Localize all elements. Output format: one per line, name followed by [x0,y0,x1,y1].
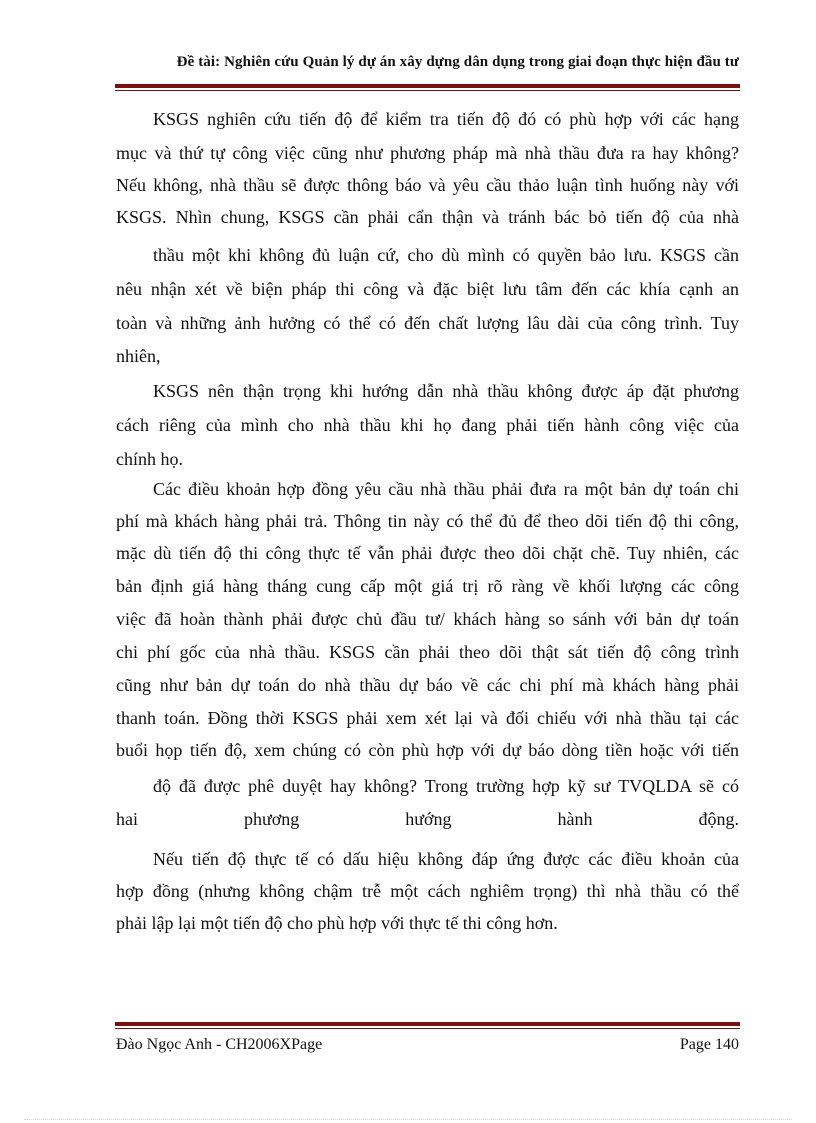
text-line: Các điều khoản hợp đồng yêu cầu nhà thầu phải đưa ra một bản dự toán chi [153,479,739,499]
text-line: KSGS. Nhìn chung, KSGS cần phải cẩn thận và tránh bác bỏ tiến độ của nhà [116,207,739,227]
text-line: mặc dù tiến độ thi công thực tế vẫn phải được theo dõi chặt chẽ. Tuy nhiên, các [116,543,739,563]
text-line: thanh toán. Đồng thời KSGS phải xem xét lại và đối chiếu với nhà thầu tại các [116,708,739,728]
text-line: cũng như bản dự toán do nhà thầu dự báo về các chi phí mà khách hàng phải [116,675,739,695]
text-line: toàn và những ảnh hưởng có thể có đến chất lượng lâu dài của công trình. Tuy [116,313,739,333]
page-number: Page 140 [679,1036,739,1053]
text-line: bản định giá hàng tháng cung cấp một giá trị rõ ràng về khối lượng các công [116,576,739,596]
text-line: phải lập lại một tiến độ cho phù hợp với thực tế thi công hơn. [116,913,558,933]
footer-author: Đào Ngọc Anh - CH2006XPage [116,1036,323,1053]
text-line: phí mà khách hàng phải trả. Thông tin này có thể đủ để theo dõi tiến độ thi công, [116,511,739,531]
text-line: việc đã hoàn thành phải được chủ đầu tư/ khách hàng so sánh với bản dự toán [116,609,739,629]
text-line: Nếu không, nhà thầu sẽ được thông báo và yêu cầu thảo luận tình huống này với [116,175,739,195]
header-rule [115,84,740,91]
text-line: cách riêng của mình cho nhà thầu khi họ đang phải tiến hành công việc của [116,415,739,435]
text-line: nêu nhận xét về biện pháp thi công và đặc biệt lưu tâm đến các khía cạnh an [116,279,739,299]
text-line: buổi họp tiến độ, xem chúng có còn phù hợp với dự báo dòng tiền hoặc với tiến [116,740,739,760]
page-bottom-border [24,1119,792,1120]
text-line: chi phí gốc của nhà thầu. KSGS cần phải theo dõi thật sát tiến độ công trình [116,642,739,662]
text-line: nhiên, [116,346,161,366]
text-line: KSGS nghiên cứu tiến độ để kiểm tra tiến độ đó có phù hợp với các hạng [153,109,739,129]
text-line: KSGS nên thận trọng khi hướng dẫn nhà thầu không được áp đặt phương [153,381,739,401]
text-line: chính họ. [116,449,183,469]
text-line: mục và thứ tự công việc cũng như phương pháp mà nhà thầu đưa ra hay không? [116,143,739,163]
text-line: hợp đồng (nhưng không chậm trễ một cách nghiêm trọng) thì nhà thầu có thể [116,881,739,901]
footer-rule [115,1022,740,1029]
text-line: Nếu tiến độ thực tế có dấu hiệu không đáp ứng được các điều khoản của [153,849,739,869]
page-header-title: Đề tài: Nghiên cứu Quản lý dự án xây dựng dân dụng trong giai đoạn thực hiện đầu tư [176,54,739,70]
text-line: độ đã được phê duyệt hay không? Trong trường hợp kỹ sư TVQLDA sẽ có [153,776,739,796]
text-line: hai phương hướng hành động. [116,809,739,829]
text-line: thầu một khi không đủ luận cứ, cho dù mình có quyền bảo lưu. KSGS cần [153,245,739,265]
